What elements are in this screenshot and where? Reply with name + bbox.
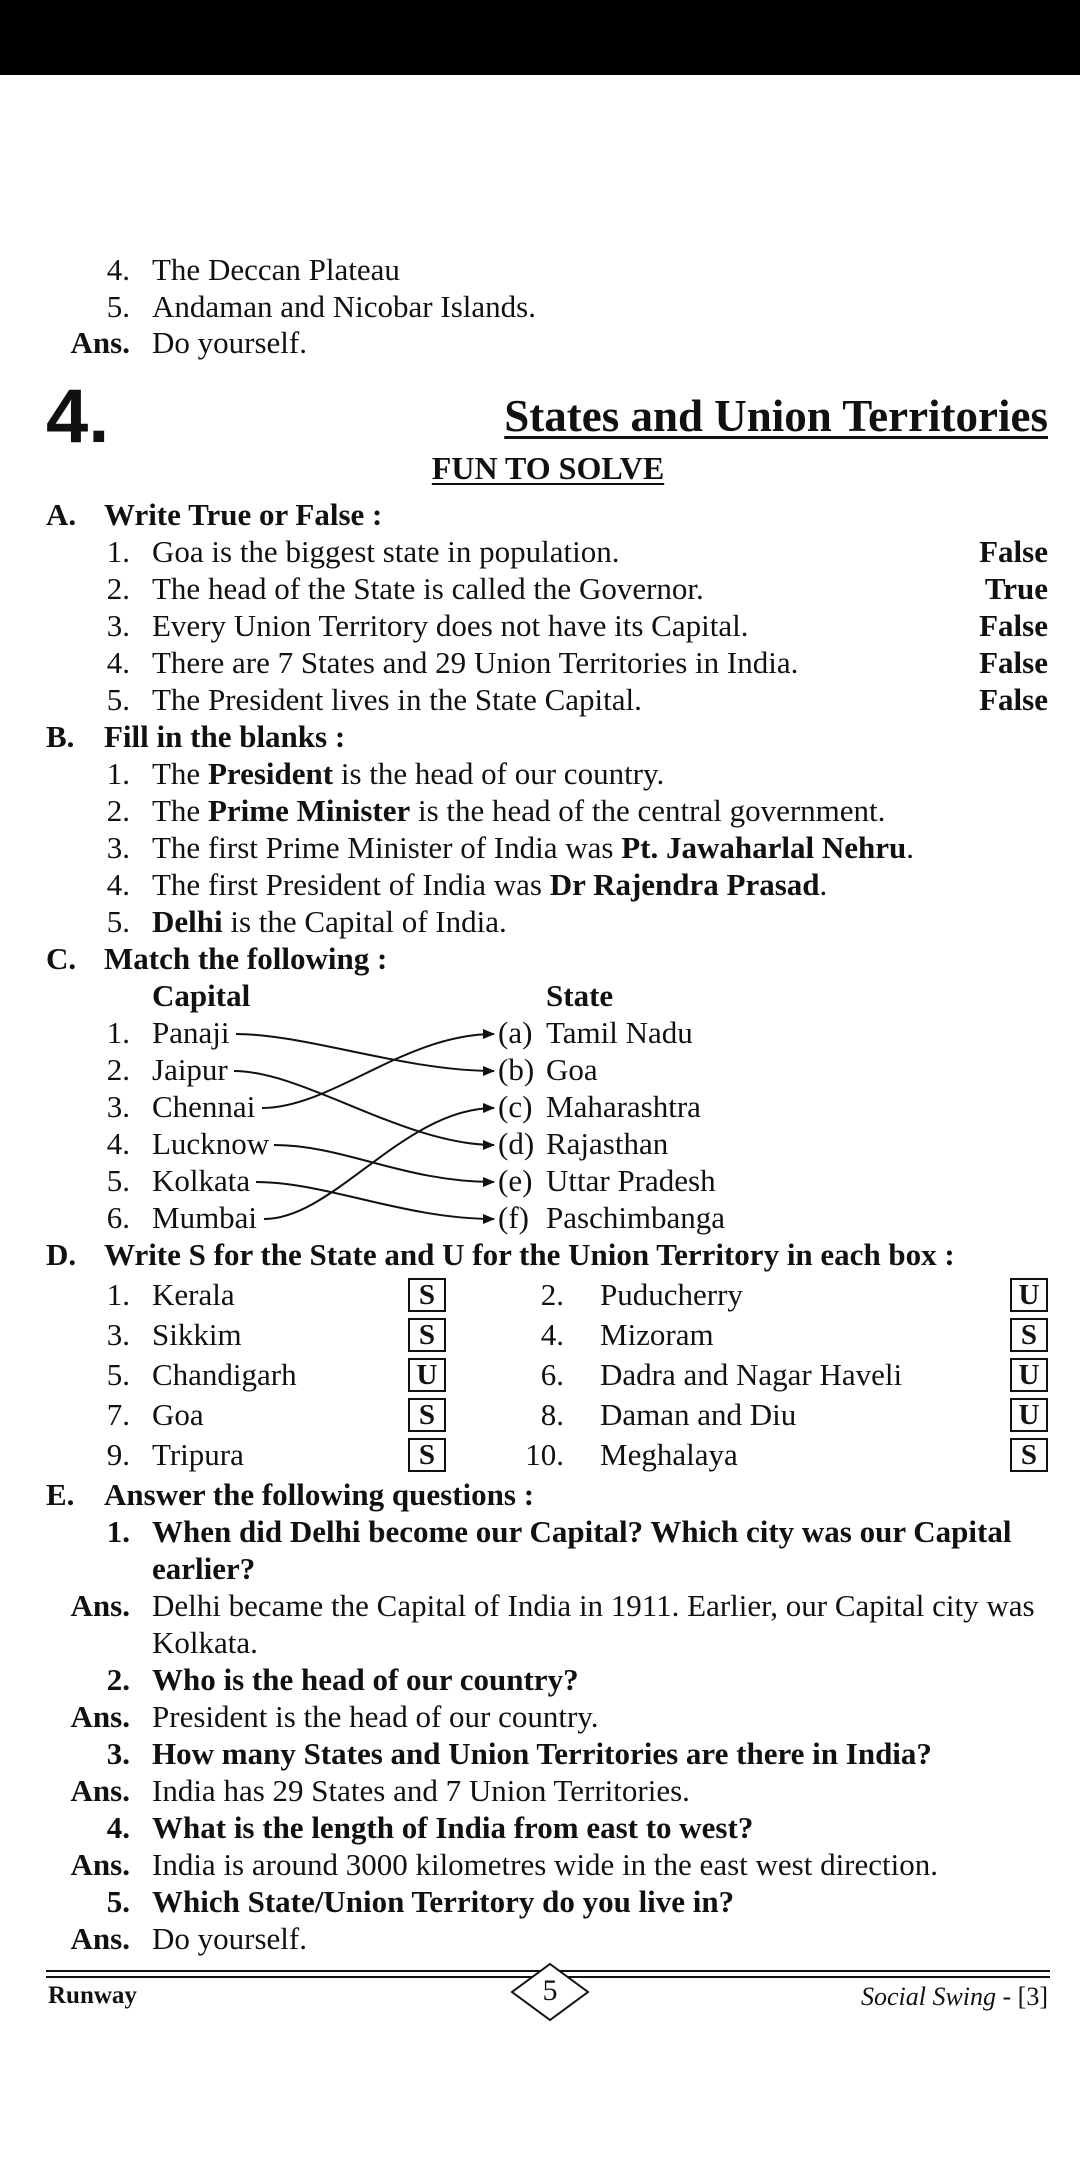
section-heading: Fill in the blanks : bbox=[104, 719, 346, 754]
state-name: Paschimbanga bbox=[546, 1200, 726, 1235]
blank-answer: Pt. Jawaharlal Nehru bbox=[621, 830, 907, 865]
capital-name: Mumbai bbox=[152, 1200, 258, 1235]
chapter-title: States and Union Territories bbox=[504, 391, 1048, 441]
answer-box: U bbox=[1010, 1278, 1048, 1312]
place-name: Chandigarh bbox=[152, 1357, 297, 1392]
list-number: 5. bbox=[106, 1163, 130, 1198]
true-false-answer: False bbox=[979, 608, 1048, 643]
capital-name: Chennai bbox=[152, 1089, 256, 1124]
place-name: Mizoram bbox=[600, 1317, 714, 1352]
list-number: 3. bbox=[106, 830, 130, 865]
answer-box: S bbox=[408, 1278, 446, 1312]
blank-answer: President bbox=[207, 756, 334, 791]
question-text: earlier? bbox=[152, 1551, 256, 1586]
list-number: 5. bbox=[106, 289, 130, 324]
list-number: 4. bbox=[106, 645, 130, 680]
answer-text: Do yourself. bbox=[152, 1921, 307, 1956]
answer-text: India is around 3000 kilometres wide in the east west direction. bbox=[152, 1847, 939, 1882]
footer-book-title: Social Swing - [3] bbox=[860, 1982, 1048, 2011]
answer-text: Do yourself. bbox=[152, 325, 307, 360]
answer-label: Ans. bbox=[70, 1588, 130, 1623]
answer-text: Kolkata. bbox=[152, 1625, 258, 1660]
section-heading: Write S for the State and U for the Union Territory in each box : bbox=[104, 1237, 955, 1272]
answer-box: S bbox=[408, 1318, 446, 1352]
state-label: (a) bbox=[498, 1015, 533, 1050]
section-letter: A. bbox=[46, 497, 77, 532]
blank-answer: Dr Rajendra Prasad bbox=[549, 867, 820, 902]
question-text: Who is the head of our country? bbox=[152, 1662, 579, 1697]
list-number: 2. bbox=[106, 793, 130, 828]
fill-blank-sentence: The first President of India was Dr Rajendra Prasad. bbox=[152, 867, 828, 902]
answer-label: Ans. bbox=[70, 1773, 130, 1808]
question-text: Which State/Union Territory do you live in? bbox=[152, 1884, 735, 1919]
capital-name: Lucknow bbox=[152, 1126, 270, 1161]
list-number: 5. bbox=[106, 682, 130, 717]
answer-text: India has 29 States and 7 Union Territories. bbox=[152, 1773, 690, 1808]
question-number: 3. bbox=[106, 1736, 130, 1771]
list-number: 2. bbox=[106, 571, 130, 606]
section-subtitle: FUN TO SOLVE bbox=[431, 450, 665, 486]
statement-text: Goa is the biggest state in population. bbox=[152, 534, 620, 569]
place-name: Tripura bbox=[152, 1437, 244, 1472]
state-name: Maharashtra bbox=[546, 1089, 701, 1124]
state-name: Goa bbox=[546, 1052, 598, 1087]
place-name: Sikkim bbox=[152, 1317, 242, 1352]
answer-box: S bbox=[1010, 1438, 1048, 1472]
question-text: How many States and Union Territories are there in India? bbox=[152, 1736, 932, 1771]
section-heading: Match the following : bbox=[104, 941, 388, 976]
footer-publisher: Runway bbox=[48, 1982, 137, 2009]
list-number: 1. bbox=[106, 1277, 130, 1312]
question-number: 4. bbox=[106, 1810, 130, 1845]
column-header-capital: Capital bbox=[152, 978, 251, 1013]
list-number: 5. bbox=[106, 1357, 130, 1392]
fill-blank-sentence: Delhi is the Capital of India. bbox=[152, 904, 507, 939]
section-letter: E. bbox=[46, 1477, 75, 1512]
fill-blank-sentence: The Prime Minister is the head of the central government. bbox=[152, 793, 886, 828]
question-text: When did Delhi become our Capital? Which city was our Capital bbox=[152, 1514, 1012, 1549]
true-false-answer: True bbox=[984, 571, 1048, 606]
place-name: Kerala bbox=[152, 1277, 235, 1312]
list-number: 4. bbox=[540, 1317, 564, 1352]
blank-answer: Prime Minister bbox=[207, 793, 411, 828]
question-number: 5. bbox=[106, 1884, 130, 1919]
list-item-text: The Deccan Plateau bbox=[152, 252, 400, 287]
list-number: 10. bbox=[525, 1437, 564, 1472]
list-number: 5. bbox=[106, 904, 130, 939]
answer-label: Ans. bbox=[70, 325, 130, 360]
list-number: 1. bbox=[106, 534, 130, 569]
true-false-answer: False bbox=[979, 682, 1048, 717]
answer-box: U bbox=[1010, 1398, 1048, 1432]
list-number: 4. bbox=[106, 1126, 130, 1161]
list-number: 2. bbox=[540, 1277, 564, 1312]
true-false-answer: False bbox=[979, 645, 1048, 680]
true-false-answer: False bbox=[979, 534, 1048, 569]
place-name: Goa bbox=[152, 1397, 204, 1432]
list-number: 3. bbox=[106, 608, 130, 643]
page-number: 5 bbox=[542, 1974, 558, 2007]
answer-label: Ans. bbox=[70, 1699, 130, 1734]
statement-text: Every Union Territory does not have its Capital. bbox=[152, 608, 749, 643]
list-number: 7. bbox=[106, 1397, 130, 1432]
capital-name: Panaji bbox=[152, 1015, 230, 1050]
state-label: (e) bbox=[498, 1163, 533, 1198]
section-heading: Write True or False : bbox=[104, 497, 383, 532]
blank-answer: Delhi bbox=[152, 904, 223, 939]
place-name: Dadra and Nagar Haveli bbox=[600, 1357, 903, 1392]
match-arrow bbox=[236, 1034, 494, 1071]
answer-box: S bbox=[408, 1438, 446, 1472]
place-name: Daman and Diu bbox=[600, 1397, 797, 1432]
section-letter: B. bbox=[46, 719, 75, 754]
answer-text: President is the head of our country. bbox=[152, 1699, 599, 1734]
answer-label: Ans. bbox=[70, 1847, 130, 1882]
state-label: (b) bbox=[498, 1052, 535, 1087]
column-header-state: State bbox=[546, 978, 614, 1013]
list-number: 3. bbox=[106, 1317, 130, 1352]
question-number: 1. bbox=[106, 1514, 130, 1549]
match-arrow bbox=[274, 1145, 494, 1182]
answer-box: U bbox=[1010, 1358, 1048, 1392]
question-text: What is the length of India from east to west? bbox=[152, 1810, 754, 1845]
section-heading: Answer the following questions : bbox=[104, 1477, 535, 1512]
state-label: (c) bbox=[498, 1089, 533, 1124]
fill-blank-sentence: The President is the head of our country. bbox=[152, 756, 665, 791]
capital-name: Jaipur bbox=[152, 1052, 228, 1087]
capital-name: Kolkata bbox=[152, 1163, 251, 1198]
state-name: Uttar Pradesh bbox=[546, 1163, 716, 1198]
list-number: 3. bbox=[106, 1089, 130, 1124]
list-number: 2. bbox=[106, 1052, 130, 1087]
section-letter: D. bbox=[46, 1237, 77, 1272]
list-number: 9. bbox=[106, 1437, 130, 1472]
state-name: Rajasthan bbox=[546, 1126, 669, 1161]
place-name: Meghalaya bbox=[600, 1437, 738, 1472]
statement-text: There are 7 States and 29 Union Territories in India. bbox=[152, 645, 799, 680]
list-item-text: Andaman and Nicobar Islands. bbox=[152, 289, 536, 324]
answer-box: U bbox=[408, 1358, 446, 1392]
fill-blank-sentence: The first Prime Minister of India was Pt. Jawaharlal Nehru. bbox=[152, 830, 914, 865]
section-letter: C. bbox=[46, 941, 77, 976]
question-number: 2. bbox=[106, 1662, 130, 1697]
answer-label: Ans. bbox=[70, 1921, 130, 1956]
list-number: 1. bbox=[106, 1015, 130, 1050]
state-name: Tamil Nadu bbox=[546, 1015, 693, 1050]
state-label: (d) bbox=[498, 1126, 535, 1161]
answer-box: S bbox=[408, 1398, 446, 1432]
list-number: 1. bbox=[106, 756, 130, 791]
chapter-number: 4. bbox=[46, 374, 110, 459]
list-number: 6. bbox=[540, 1357, 564, 1392]
list-number: 4. bbox=[106, 867, 130, 902]
answer-text: Delhi became the Capital of India in 1911. Earlier, our Capital city was bbox=[152, 1588, 1035, 1623]
list-number: 8. bbox=[540, 1397, 564, 1432]
statement-text: The President lives in the State Capital. bbox=[152, 682, 642, 717]
statement-text: The head of the State is called the Governor. bbox=[152, 571, 704, 606]
list-number: 4. bbox=[106, 252, 130, 287]
state-label: (f) bbox=[498, 1200, 529, 1235]
place-name: Puducherry bbox=[600, 1277, 743, 1312]
answer-box: S bbox=[1010, 1318, 1048, 1352]
list-number: 6. bbox=[106, 1200, 130, 1235]
match-arrow bbox=[262, 1034, 494, 1108]
